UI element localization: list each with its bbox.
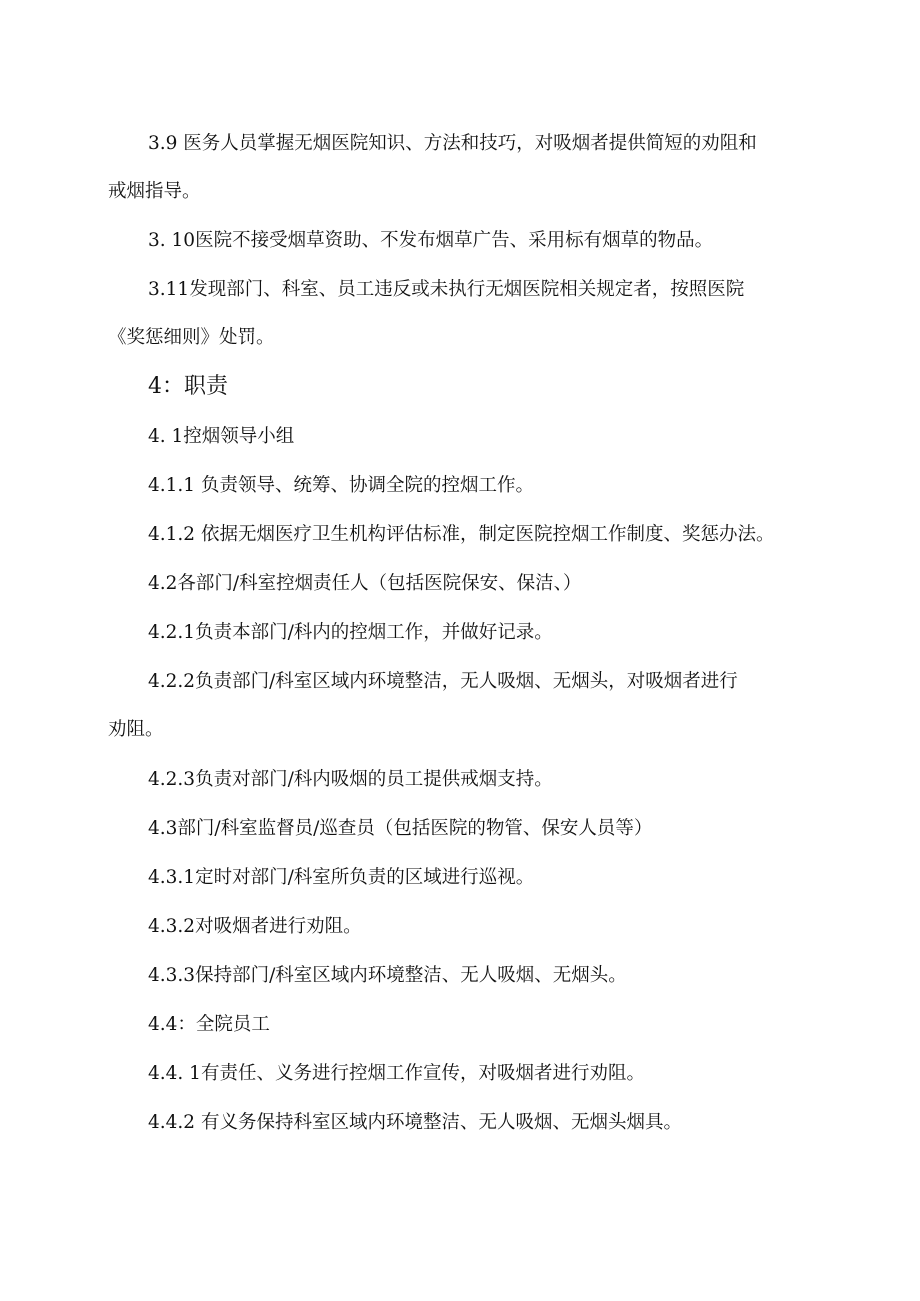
text-line: 4.4. 1有责任、义务进行控烟工作宣传，对吸烟者进行劝阻。 [148, 1063, 645, 1084]
text-line: 4.1.2 依据无烟医疗卫生机构评估标准，制定医院控烟工作制度、奖惩办法。 [148, 524, 775, 545]
text-line: 4.4.2 有义务保持科室区域内环境整洁、无人吸烟、无烟头烟具。 [148, 1112, 682, 1133]
text-line: 4.3.2对吸烟者进行劝阻。 [148, 916, 362, 937]
text-line: 4.2.2负责部门/科室区域内环境整洁，无人吸烟、无烟头，对吸烟者进行 [148, 671, 738, 692]
paragraph-4-1 [108, 413, 816, 461]
text-line: 4.1.1 负责领导、统筹、协调全院的控烟工作。 [148, 475, 534, 496]
paragraph-4-3-2 [108, 903, 816, 951]
text-line: 4.3.3保持部门/科室区域内环境整洁、无人吸烟、无烟头。 [148, 965, 627, 986]
paragraph-4-2-2 [108, 658, 816, 754]
text-line: 4.2.3负责对部门/科内吸烟的员工提供戒烟支持。 [148, 769, 553, 790]
paragraph-4-2-3 [108, 756, 816, 804]
text-line: 4.2各部门/科室控烟责任人（包括医院保安、保洁、） [148, 573, 582, 594]
paragraph-4-2-1 [108, 609, 816, 657]
text-line: 3.11发现部门、科室、员工违反或未执行无烟医院相关规定者，按照医院 [148, 279, 745, 300]
text-line: 4.3部门/科室监督员/巡查员（包括医院的物管、保安人员等） [148, 818, 653, 839]
text-line: 3. 10医院不接受烟草资助、不发布烟草广告、采用标有烟草的物品。 [148, 230, 714, 251]
text-line: 3.9 医务人员掌握无烟医院知识、方法和技巧，对吸烟者提供简短的劝阻和 [148, 133, 757, 154]
text-line: 4：职责 [148, 374, 228, 399]
paragraph-3-10 [108, 217, 816, 265]
text-line: 《奖惩细则》处罚。 [108, 327, 275, 348]
paragraph-4-2 [108, 560, 816, 608]
paragraph-4-1-1 [108, 462, 816, 510]
paragraph-4-4 [108, 1001, 816, 1049]
text-line: 戒烟指导。 [108, 181, 201, 202]
paragraph-3-9 [108, 120, 816, 216]
text-line: 4.3.1定时对部门/科室所负责的区域进行巡视。 [148, 867, 535, 888]
text-line: 劝阻。 [108, 719, 164, 740]
paragraph-4-3-1 [108, 854, 816, 902]
paragraph-4-4-2 [108, 1099, 816, 1147]
paragraph-4-4-1 [108, 1050, 816, 1098]
paragraph-3-11 [108, 266, 816, 362]
paragraph-4-1-2 [108, 511, 816, 559]
text-line: 4. 1控烟领导小组 [148, 426, 295, 447]
text-line: 4.4：全院员工 [148, 1014, 270, 1035]
paragraph-4-3 [108, 805, 816, 853]
section-heading-4 [108, 363, 816, 411]
text-line: 4.2.1负责本部门/科内的控烟工作，并做好记录。 [148, 622, 553, 643]
paragraph-4-3-3 [108, 952, 816, 1000]
